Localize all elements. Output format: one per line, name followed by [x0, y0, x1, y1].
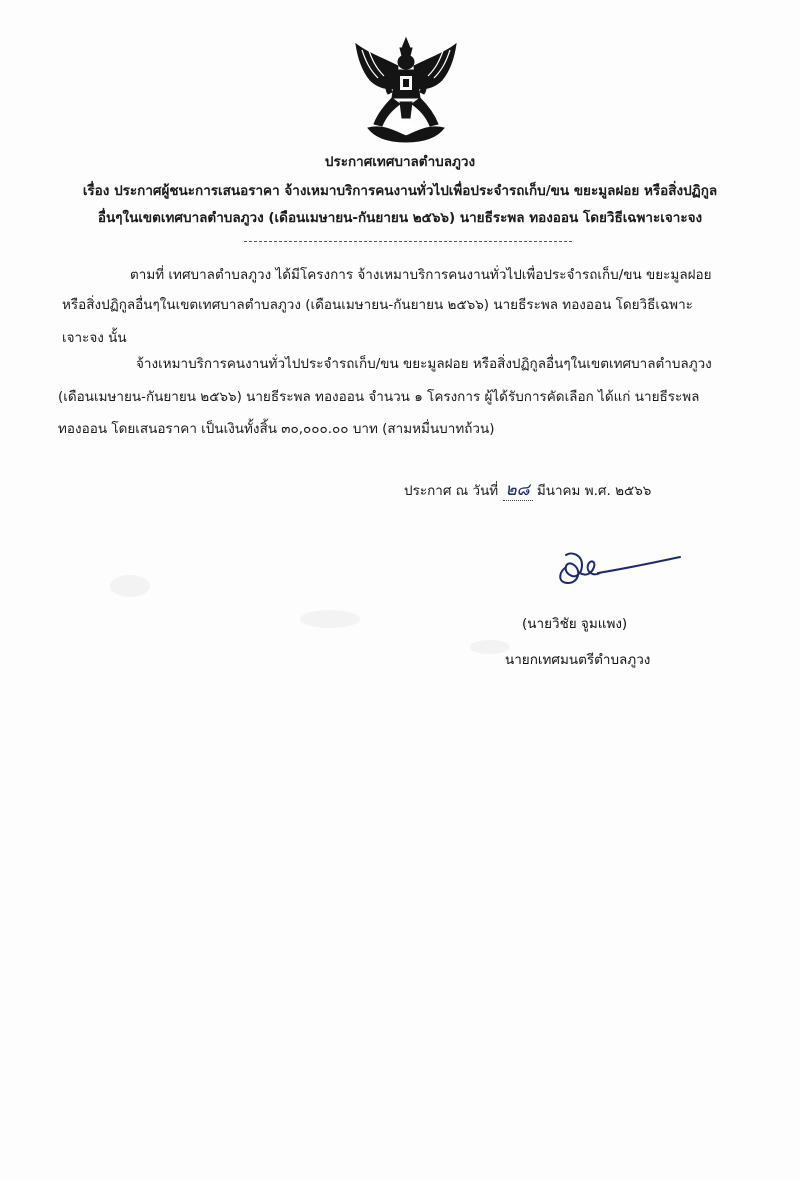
subject-line-1: เรื่อง ประกาศผู้ชนะการเสนอราคา จ้างเหมาบริการคนงานทั่วไปเพื่อประจำรถเก็บ/ขน ขยะมูลฝอย หรือสิ่งปฏิกูล	[82, 183, 718, 199]
date-day: ๒๘	[503, 476, 533, 503]
body-line: จ้างเหมาบริการคนงานทั่วไปประจำรถเก็บ/ขน ขยะมูลฝอย หรือสิ่งปฏิกูลอื่นๆในเขตเทศบาลตำบลภูวง	[136, 356, 712, 372]
signature-icon	[552, 543, 682, 589]
signer-name: (นายวิชัย จูมแพง)	[522, 616, 628, 632]
announcement-date	[404, 476, 651, 503]
organization-title: ประกาศเทศบาลตำบลภูวง	[324, 154, 476, 170]
garuda-emblem-icon	[348, 36, 464, 144]
body-line: (เดือนเมษายน-กันยายน ๒๕๖๖) นายธีระพล ทองออน จำนวน ๑ โครงการ ผู้ได้รับการคัดเลือก ได้แก่ นายธีระพล	[58, 389, 700, 405]
body-line: ทองออน โดยเสนอราคา เป็นเงินทั้งสิ้น ๓๐,๐๐๐.๐๐ บาท (สามหมื่นบาทถ้วน)	[58, 421, 495, 437]
scan-smudge	[300, 610, 360, 628]
date-prefix: ประกาศ ณ วันที่	[404, 483, 499, 499]
subject-line-2: อื่นๆในเขตเทศบาลตำบลภูวง (เดือนเมษายน-กันยายน ๒๕๖๖) นายธีระพล ทองออน โดยวิธีเฉพาะเจาะจง	[97, 210, 703, 226]
signer-title: นายกเทศมนตรีตำบลภูวง	[505, 652, 651, 668]
scan-smudge	[110, 575, 150, 597]
scan-smudge	[470, 640, 510, 654]
body-line: เจาะจง นั้น	[62, 330, 127, 346]
body-line: หรือสิ่งปฏิกูลอื่นๆในเขตเทศบาลตำบลภูวง (เดือนเมษายน-กันยายน ๒๕๖๖) นายธีระพล ทองออน โดยวิธีเฉพาะ	[62, 297, 693, 313]
subject-heading	[40, 178, 760, 232]
dashed-divider	[244, 241, 572, 242]
date-month-year: มีนาคม พ.ศ. ๒๕๖๖	[536, 483, 652, 499]
body-line: ตามที่ เทศบาลตำบลภูวง ได้มีโครงการ จ้างเหมาบริการคนงานทั่วไปเพื่อประจำรถเก็บ/ขน ขยะมูลฝอย	[130, 267, 712, 283]
